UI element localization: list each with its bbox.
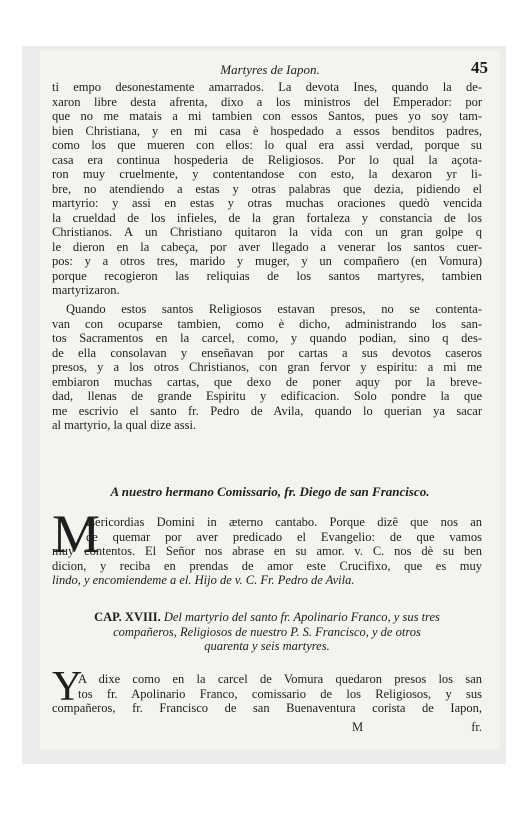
text-line: al martyrio, la qual dize assi. — [52, 418, 197, 432]
text-line: como los que mueren con ellos: lo qual era assi verdad, porque su — [52, 138, 482, 152]
chapter-body — [52, 672, 482, 716]
chapter-title-line — [52, 610, 482, 625]
text-line: Isericordias Domini in æterno cantabo. Porque dizê que nos an — [86, 515, 482, 529]
text-line: martyrizaron. — [52, 283, 120, 297]
text-line: pos: y a otros tres, marido y muger, y un compañero (en Vomura) — [52, 254, 482, 268]
text-line: muy contentos. El Señor nos abrase en su amor. v. C. nos dè su ben — [52, 544, 482, 558]
chapter-title-text: Del martyrio del santo fr. Apolinario Franco, y sus tres — [163, 610, 440, 624]
text-line: tos fr. Apolinario Franco, comissario de los Religiosos, y sus — [78, 686, 482, 701]
drop-cap-y: Y — [52, 664, 83, 710]
paragraph-2 — [52, 302, 482, 433]
chapter-title-line: compañeros, Religiosos de nuestro P. S. Francisco, y de otros — [113, 624, 421, 639]
text-line: Quando estos santos Religiosos estavan presos, no se contenta- — [66, 302, 482, 316]
book-page — [40, 50, 500, 750]
chapter-label: CAP. XVIII. — [94, 610, 161, 624]
signature-mark: M — [352, 720, 364, 734]
text-line: presos, y a los otros Christianos, con gran fervor y espiritu: a mi me — [52, 360, 482, 374]
text-line: bien Christiana, y en mi casa è hospedado a essos benditos padres, — [52, 123, 482, 138]
catchword: fr. — [471, 720, 482, 734]
page-footer — [52, 720, 482, 734]
chapter-heading — [52, 610, 482, 654]
text-line: porque recogieron las reliquias de los santos martyres, tambien — [52, 268, 482, 283]
text-line: casa era continua hospederia de Religiosos. Por lo qual la açota- — [52, 152, 482, 167]
page-header — [40, 58, 500, 78]
text-line: de quemar por aver predicado el Evangelio: de que vamos — [86, 529, 482, 544]
text-line: martyrio: y assi en estas y otras muchas oraciones quedò vencida — [52, 196, 482, 210]
text-line: bre, no atendiendo a estas y otras palabras que dezia, pidiendo el — [52, 181, 482, 196]
text-line: que no me matais a mi tambien con essos Santos, pues yo soy tam- — [52, 109, 482, 123]
text-line: tos Sacramentos en la carcel, como, y quando podian, sino q des- — [52, 331, 482, 345]
text-line: la crueldad de los infieles, de la gran fortaleza y constancia de los — [52, 210, 482, 225]
text-line: ti empo desonestamente amarrados. La devota Ines, quando la de- — [52, 80, 482, 94]
text-line: Christianos. A un Christiano quitaron la vida con un gran golpe q — [52, 225, 482, 239]
text-line: de ella consolavan y enseñavan por cartas a sus devotos caseros — [52, 345, 482, 360]
chapter-title-line: quarenta y seis martyres. — [204, 639, 330, 653]
signature-line: lindo, y encomiendeme a el. Hijo de v. C. Fr. Pedro de Avila. — [52, 573, 355, 587]
text-line: ron muy cruelmente, y contentandose con esto, la dexaron yr li- — [52, 167, 482, 181]
text-line: dad, llenas de grande Espiritu y edificacion. Solo pondre la que — [52, 389, 482, 403]
paragraph-1 — [52, 80, 482, 298]
text-line: A dixe como en la carcel de Vomura quedaron presos los san — [78, 672, 482, 686]
text-line: van con ocuparse tambien, como è dicho, administrando los san- — [52, 316, 482, 331]
page-number: 45 — [471, 58, 488, 77]
text-line: le dieron en la cabeça, por aver llegado a venerar los santos cuer- — [52, 239, 482, 254]
letter-body — [52, 515, 482, 588]
text-line: dicion, y reciba en prendas de amor este Crucifixo, que es muy — [52, 558, 482, 573]
text-line: me escrivio el santo fr. Pedro de Avila, quando lo querian ya sacar — [52, 403, 482, 418]
text-line: embiaron muchas cartas, que dexo de poner aquy por la breve- — [52, 374, 482, 389]
text-line: compañeros, fr. Francisco de san Buenaventura corista de Iapon, — [52, 701, 482, 715]
text-line: xaron libre desta afrenta, dixo a los ministros del Emperador: por — [52, 94, 482, 109]
letter-heading: A nuestro hermano Comissario, fr. Diego de san Francisco. — [110, 484, 430, 499]
drop-cap-m: M — [52, 504, 101, 564]
running-title: Martyres de Iapon. — [220, 62, 320, 77]
